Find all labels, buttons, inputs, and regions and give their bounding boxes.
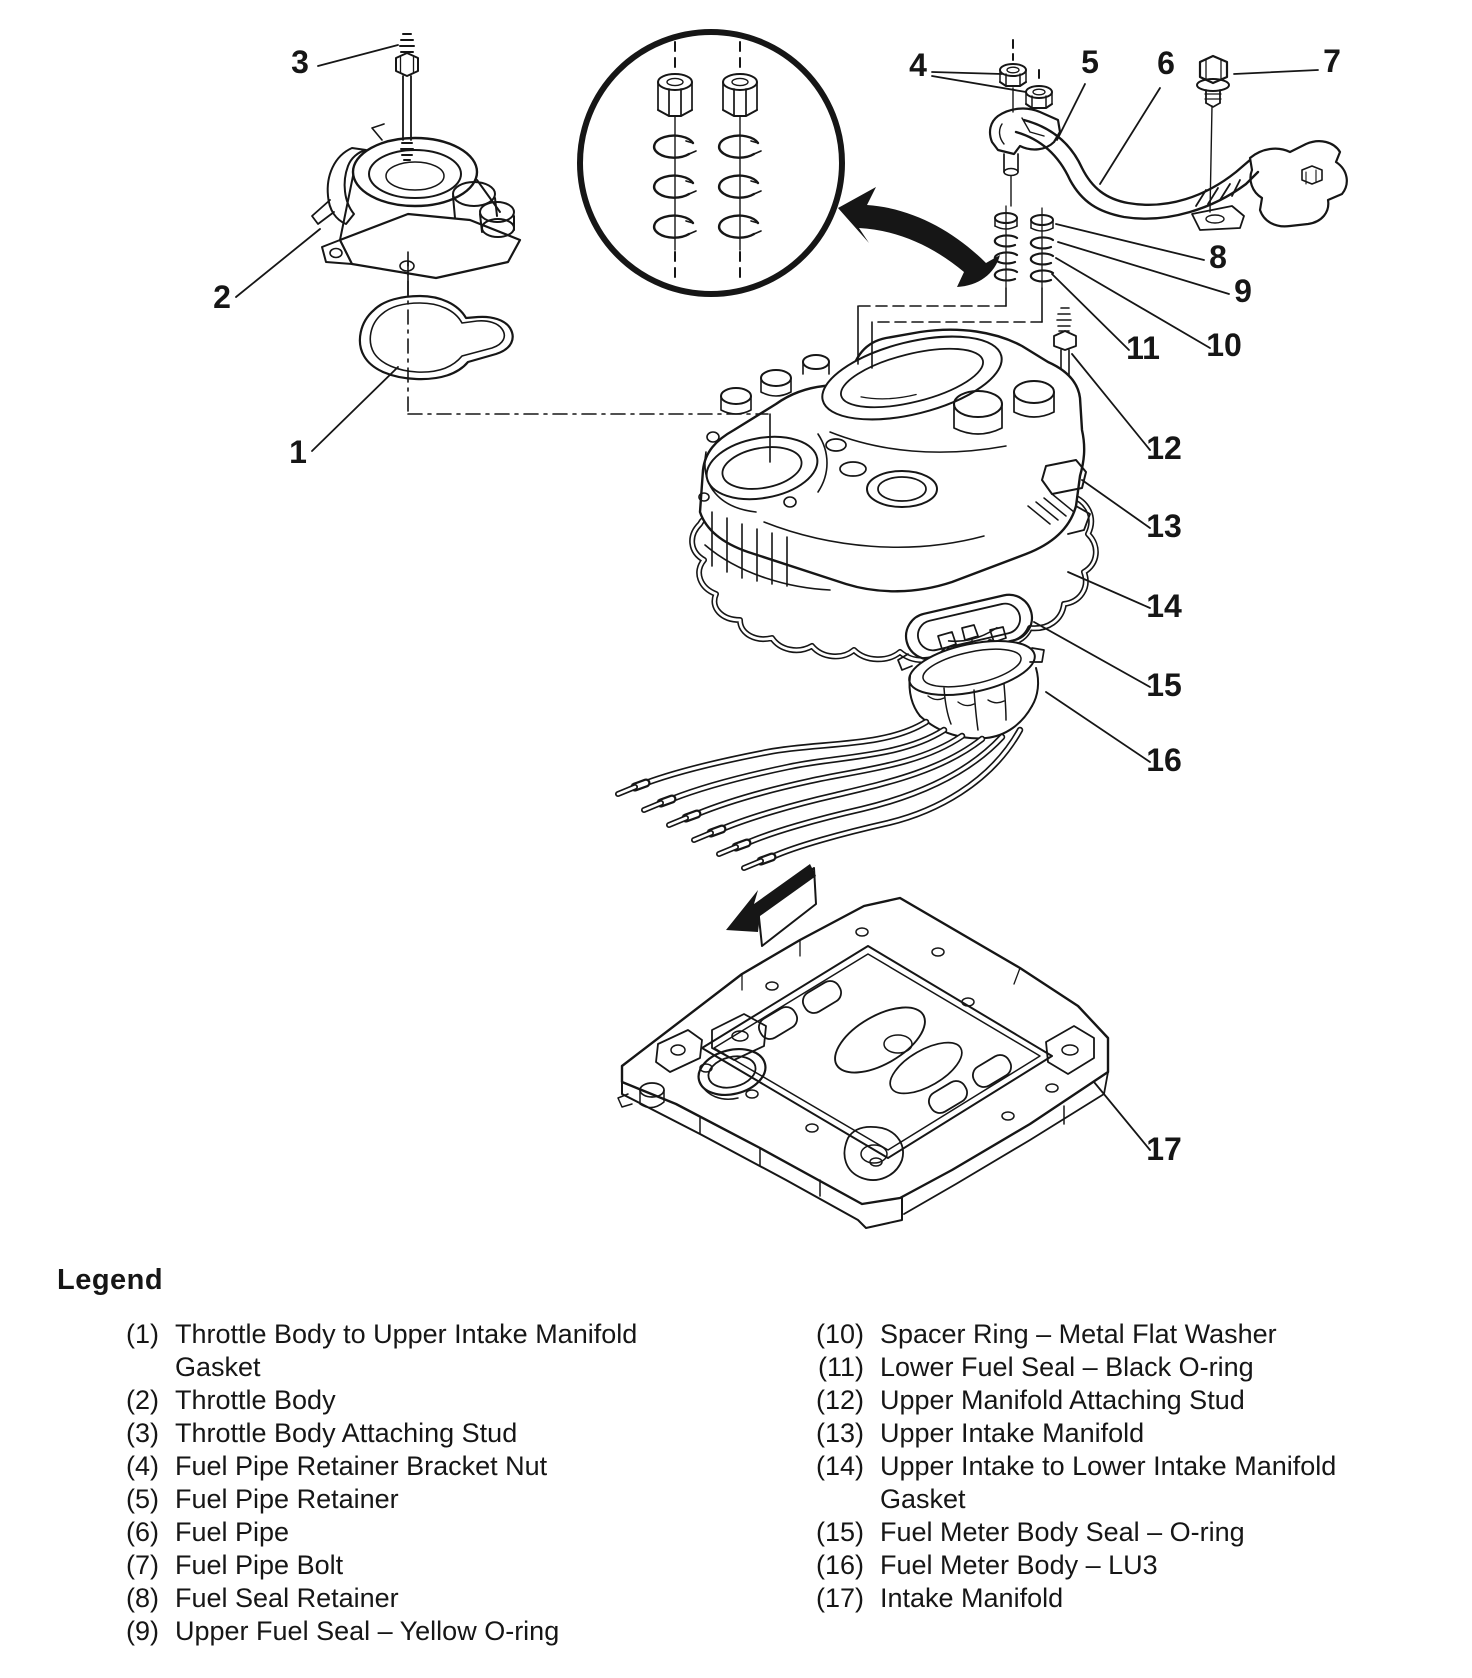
legend-item-5 [95, 1483, 695, 1516]
legend-item-12 [800, 1384, 1420, 1417]
legend-item-desc: Lower Fuel Seal – Black O-ring [880, 1352, 1254, 1382]
legend-item-desc: Fuel Pipe Bolt [175, 1550, 344, 1580]
callout-15: 15 [1146, 667, 1182, 703]
legend-item-11 [800, 1351, 1420, 1384]
legend-item-6 [95, 1516, 695, 1549]
legend-item-1 [95, 1318, 695, 1384]
legend-item-8 [95, 1582, 695, 1615]
callout-13: 13 [1146, 508, 1182, 544]
assembly-direction-arrow [726, 864, 816, 946]
legend-item-desc: Throttle Body [175, 1385, 336, 1415]
legend-item-number: (9) [126, 1616, 159, 1646]
legend-item-desc: Throttle Body Attaching Stud [175, 1418, 518, 1448]
callout-4: 4 [909, 47, 927, 83]
legend-item-number: (6) [126, 1517, 159, 1547]
throttle-body-stud-drawing [396, 34, 418, 160]
legend-item-desc: Spacer Ring – Metal Flat Washer [880, 1319, 1277, 1349]
legend-item-7 [95, 1549, 695, 1582]
fastener-stack-detail-circle [580, 32, 842, 294]
callout-2: 2 [213, 279, 231, 315]
legend-item-number: (1) [126, 1319, 159, 1349]
legend-item-number: (15) [815, 1517, 864, 1547]
callout-12: 12 [1146, 430, 1182, 466]
legend-item-number: (4) [126, 1451, 159, 1481]
legend-item-13 [800, 1417, 1420, 1450]
callout-1: 3 [291, 44, 309, 80]
callout-9: 9 [1234, 273, 1252, 309]
legend-item-number: (12) [815, 1385, 864, 1415]
legend-item-number: (3) [126, 1418, 159, 1448]
legend-item-desc: Fuel Meter Body Seal – O-ring [880, 1517, 1245, 1547]
injector-pipes [618, 722, 1020, 868]
callout-16: 16 [1146, 742, 1182, 778]
legend-item-number: (10) [815, 1319, 864, 1349]
legend-item-15 [800, 1516, 1420, 1549]
legend-item-10 [800, 1318, 1420, 1351]
callout-17: 17 [1146, 1131, 1182, 1167]
legend-item-number: (13) [815, 1418, 864, 1448]
fuel-seal-stacks-drawing [995, 206, 1053, 288]
legend-item-desc: Upper Intake Manifold [880, 1418, 1145, 1448]
callout-8: 8 [1209, 239, 1227, 275]
throttle-body-drawing [312, 124, 520, 278]
legend-item-desc: Fuel Meter Body – LU3 [880, 1550, 1158, 1580]
legend-item-desc: Throttle Body to Upper Intake Manifold Gasket [175, 1319, 638, 1382]
legend-item-number: (8) [126, 1583, 159, 1613]
callout-5: 5 [1081, 44, 1099, 80]
callout-11: 11 [1126, 330, 1160, 366]
legend-item-desc: Fuel Pipe Retainer Bracket Nut [175, 1451, 548, 1481]
upper-intake-manifold-drawing [699, 321, 1090, 591]
legend-item-desc: Fuel Pipe Retainer [175, 1484, 399, 1514]
legend-item-desc: Intake Manifold [880, 1583, 1064, 1613]
legend-item-number: (2) [126, 1385, 159, 1415]
callout-6: 6 [1157, 45, 1175, 81]
legend-item-desc: Upper Manifold Attaching Stud [880, 1385, 1245, 1415]
detail-callout-arrow [838, 187, 1000, 287]
legend-item-16 [800, 1549, 1420, 1582]
legend-item-number: (7) [126, 1550, 159, 1580]
callout-7: 7 [1323, 43, 1341, 79]
legend-item-4 [95, 1450, 695, 1483]
legend-item-9 [95, 1615, 695, 1648]
legend-item-2 [95, 1384, 695, 1417]
detail-stack-right [719, 42, 761, 282]
legend-item-number: (17) [815, 1583, 864, 1613]
legend-column-right [800, 1318, 1420, 1615]
detail-stack-left [654, 42, 696, 282]
legend-item-number: (14) [815, 1451, 864, 1481]
legend-item-number: (16) [815, 1550, 864, 1580]
legend-item-desc: Upper Fuel Seal – Yellow O-ring [175, 1616, 560, 1646]
callout-3: 1 [289, 434, 307, 470]
intake-manifold-drawing [618, 898, 1108, 1228]
legend-item-number: (11) [817, 1352, 864, 1382]
legend-item-number: (5) [126, 1484, 159, 1514]
legend-item-14 [800, 1450, 1420, 1516]
legend-title: Legend [57, 1264, 164, 1296]
throttle-body-gasket-drawing [360, 296, 513, 379]
legend-item-desc: Fuel Seal Retainer [175, 1583, 399, 1613]
legend-column-left [95, 1318, 695, 1648]
legend-item-17 [800, 1582, 1420, 1615]
callout-10: 10 [1206, 327, 1242, 363]
legend-item-desc: Fuel Pipe [175, 1517, 290, 1547]
legend-item-3 [95, 1417, 695, 1450]
legend-item-desc: Upper Intake to Lower Intake Manifold Gasket [880, 1451, 1337, 1514]
fuel-meter-body-drawing [618, 625, 1044, 868]
callout-14: 14 [1146, 588, 1182, 624]
